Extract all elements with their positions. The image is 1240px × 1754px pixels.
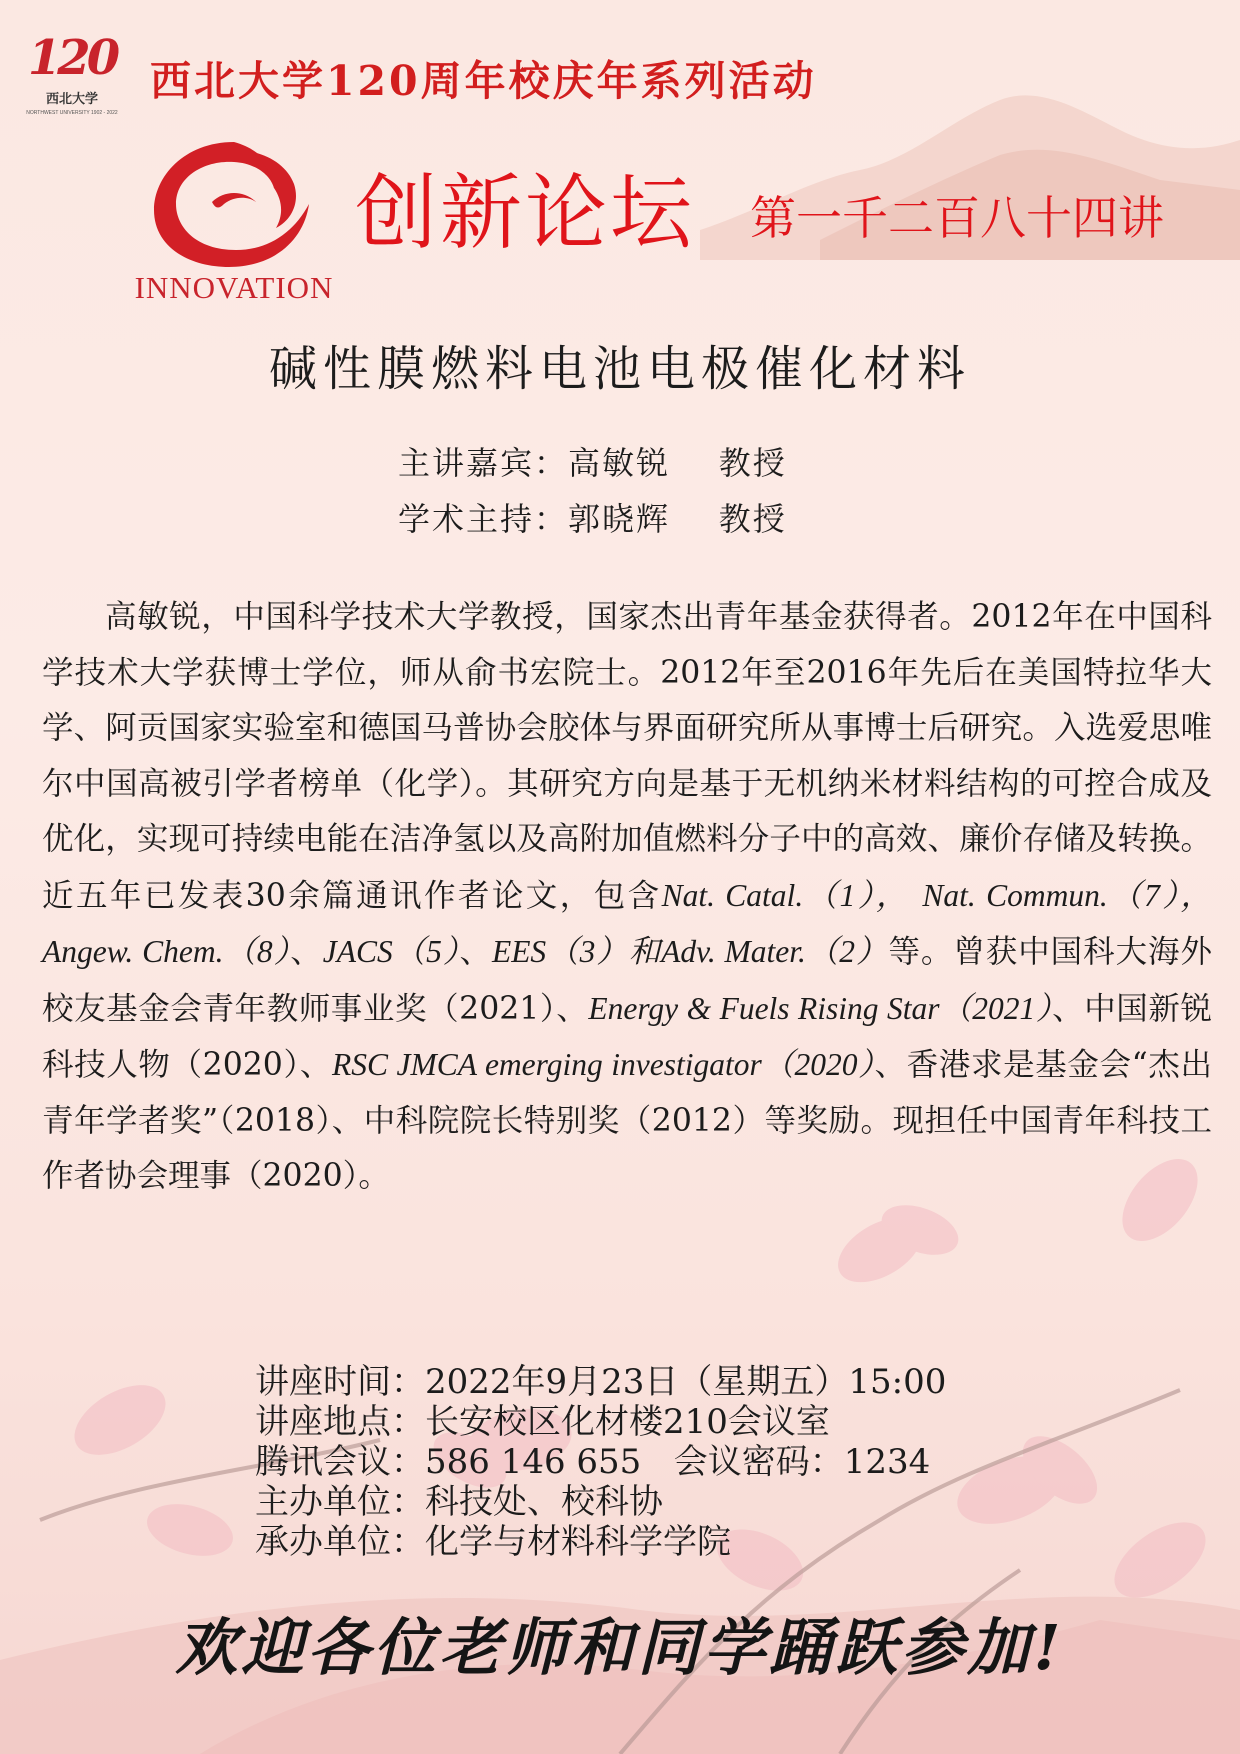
series-title: 西北大学120周年校庆年系列活动 bbox=[150, 57, 817, 105]
host-label: 学术主持： bbox=[398, 500, 569, 538]
bio-text: 高敏锐，中国科学技术大学教授，国家杰出青年基金获得者。2012年在中国科学技术大学获博士学位，师从俞书宏院士。2012年至2016年先后在美国特拉华大学、阿贡国家实验室和德国马普协会胶体与界面研究所从事博士后研究。入选爱思唯尔中国高被引学者榜单（化学）。其研究方向是基于无机纳米材料结构的可控合成及优化，实现可持续电能在洁净氢以及高附加值燃料分子中的高效、廉价存储及转换。近五年已发表30余篇通讯作者论文，包含 bbox=[42, 599, 1212, 914]
journal-ref: JACS（5） bbox=[322, 934, 460, 969]
host-title: 教授 bbox=[718, 500, 787, 538]
talk-title: 碱性膜燃料电池电极催化材料 bbox=[268, 341, 971, 397]
bio-separator bbox=[910, 878, 922, 914]
info-row-time bbox=[255, 1362, 946, 1402]
journal-ref: Nat. Commun.（7）， bbox=[922, 877, 1213, 913]
journal-ref: EES（3）和Adv. Mater.（2） bbox=[491, 934, 889, 969]
info-value: 化学与材料科学学院 bbox=[425, 1522, 731, 1562]
bio-text: 、中国新锐科技人物（2020）、 bbox=[42, 990, 1212, 1083]
info-label: 讲座地点： bbox=[255, 1402, 425, 1442]
info-label: 承办单位： bbox=[255, 1522, 425, 1562]
journal-ref: Nat. Catal.（1）， bbox=[661, 877, 910, 913]
forum-name: 创新论坛 bbox=[355, 166, 696, 261]
bio-text: 、香港求是基金会“杰出青年学者奖”（2018）、中科院院长特别奖（2012）等奖励。现担任中国青年科技工作者协会理事（2020）。 bbox=[42, 1047, 1213, 1194]
award-name: Energy & Fuels Rising Star（2021） bbox=[588, 990, 1053, 1026]
info-label: 讲座时间： bbox=[255, 1362, 425, 1402]
speaker-bio bbox=[42, 590, 1212, 1205]
speaker-title: 教授 bbox=[718, 444, 787, 482]
info-value: 586 146 655 会议密码：1234 bbox=[425, 1442, 931, 1482]
speaker-name: 高敏锐 bbox=[568, 444, 671, 482]
info-row-organizer bbox=[255, 1482, 946, 1522]
host-name: 郭晓辉 bbox=[568, 500, 671, 538]
logo-caption: INNOVATION bbox=[134, 270, 334, 305]
bio-text: 等。曾获中国科大海外校友基金会青年教师事业奖（2021）、 bbox=[42, 934, 1212, 1027]
info-row-meeting bbox=[255, 1442, 946, 1482]
info-label: 腾讯会议： bbox=[255, 1442, 425, 1482]
speaker-line bbox=[398, 438, 787, 484]
lecture-number: 第一千二百八十四讲 bbox=[750, 191, 1164, 245]
innovation-logo bbox=[124, 132, 344, 312]
award-name: RSC JMCA emerging investigator（2020） bbox=[332, 1047, 875, 1082]
info-label: 主办单位： bbox=[255, 1482, 425, 1522]
university-english: NORTHWEST UNIVERSITY 1902 - 2022 bbox=[26, 110, 118, 116]
anniversary-number: 120 bbox=[27, 30, 117, 86]
welcome-slogan: 欢迎各位老师和同学踊跃参加! bbox=[175, 1611, 1065, 1684]
event-info bbox=[255, 1362, 946, 1562]
info-row-host-unit bbox=[255, 1522, 946, 1562]
info-value: 2022年9月23日（星期五）15:00 bbox=[425, 1362, 947, 1402]
bio-separator: 、 bbox=[290, 934, 323, 970]
journal-ref: Angew. Chem.（8） bbox=[42, 934, 291, 969]
bio-separator: 、 bbox=[459, 934, 492, 970]
anniversary-badge bbox=[26, 26, 118, 130]
swirl-icon bbox=[124, 132, 344, 272]
info-row-location bbox=[255, 1402, 946, 1442]
info-value: 科技处、校科协 bbox=[425, 1482, 663, 1522]
speaker-label: 主讲嘉宾： bbox=[398, 444, 569, 482]
university-name: 西北大学 bbox=[45, 92, 98, 107]
info-value: 长安校区化材楼210会议室 bbox=[425, 1402, 830, 1442]
host-line bbox=[398, 494, 787, 540]
